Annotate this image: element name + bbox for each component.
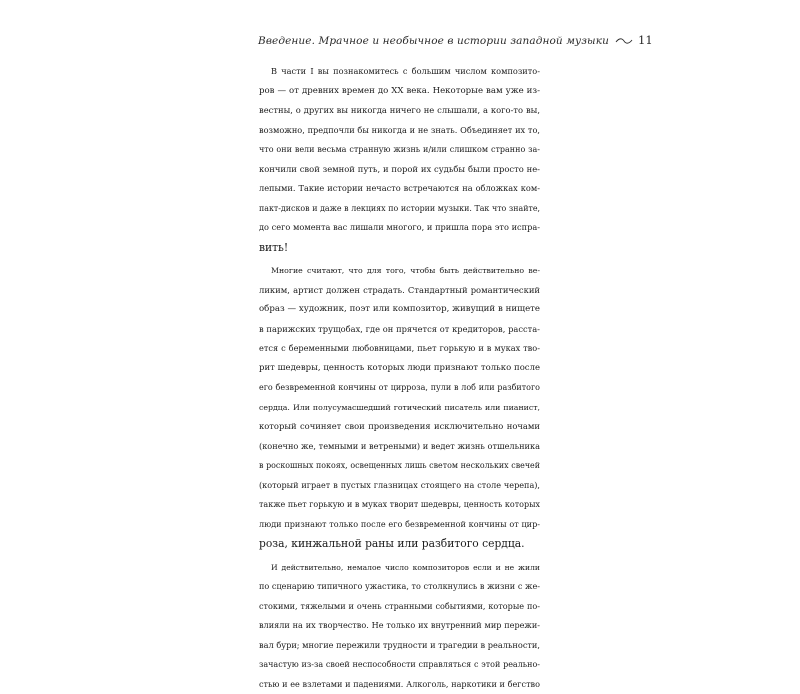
text-line: ется с беременными любовницами, пьет горькую и в муках тво-: [259, 339, 540, 359]
text-line: до сего момента вас лишали многого, и пришла пора это испра-: [259, 218, 540, 238]
text-line: люди признают только после его безвременной кончины от цир-: [259, 515, 540, 535]
text-line: ров — от древних времен до XX века. Некоторые вам уже из-: [259, 82, 540, 102]
text-line: (который играет в пустых глазницах стоящего на столе черепа),: [259, 476, 540, 496]
running-head-title: Введение. Мрачное и необычное в истории западной музыки: [258, 35, 609, 47]
text-line: по сценарию типичного ужастика, то столкнулись в жизни с же-: [259, 577, 540, 597]
text-line: В части I вы познакомитесь с большим числом композито-: [259, 62, 540, 82]
text-line: пакт-дисков и даже в лекциях по истории музыки. Так что знайте,: [259, 199, 540, 219]
page-number: 11: [638, 33, 653, 47]
text-line: сердца. Или полусумасшедший готический писатель или пианист,: [259, 398, 540, 418]
text-line: влияли на их творчество. Не только их внутренний мир пережи-: [259, 616, 540, 636]
text-line: в роскошных покоях, освещенных лишь светом нескольких свечей: [259, 456, 540, 476]
running-head: [258, 33, 540, 51]
text-line: вить!: [259, 238, 540, 258]
text-line: стокими, тяжелыми и очень странными событиями, которые по-: [259, 597, 540, 617]
text-line: зачастую из-за своей неспособности справляться с этой реально-: [259, 655, 540, 675]
text-line: его безвременной кончины от цирроза, пули в лоб или разбитого: [259, 378, 540, 398]
text-line: стью и ее взлетами и падениями. Алкоголь, наркотики и бегство: [259, 675, 540, 694]
swash-ornament-icon: [615, 37, 633, 45]
text-line: в парижских трущобах, где он прячется от кредиторов, расста-: [259, 320, 540, 340]
paragraph-1: [259, 62, 540, 257]
text-line: рит шедевры, ценность которых люди признают только после: [259, 359, 540, 379]
text-line: (конечно же, темными и ветреными) и ведет жизнь отшельника: [259, 437, 540, 457]
body-text: [259, 62, 540, 590]
text-line: лепыми. Такие истории нечасто встречаются на обложках ком-: [259, 179, 540, 199]
text-line: что они вели весьма странную жизнь и/или слишком странно за-: [259, 140, 540, 160]
text-line: И действительно, немалое число композиторов если и не жили: [259, 558, 540, 578]
text-line: кончили свой земной путь, и порой их судьбы были просто не-: [259, 160, 540, 180]
text-line: Многие считают, что для того, чтобы быть действительно ве-: [259, 261, 540, 281]
text-line: который сочиняет свои произведения исключительно ночами: [259, 417, 540, 437]
text-line: также пьет горькую и в муках творит шедевры, ценность которых: [259, 495, 540, 515]
text-line: образ — художник, поэт или композитор, живущий в нищете: [259, 300, 540, 320]
text-line: роза, кинжальной раны или разбитого сердца.: [259, 534, 540, 554]
text-line: ликим, артист должен страдать. Стандартный романтический: [259, 281, 540, 301]
paragraph-2: [259, 261, 540, 554]
text-line: возможно, предпочли бы никогда и не знать. Объединяет их то,: [259, 121, 540, 141]
text-line: вестны, о других вы никогда ничего не слышали, а кого-то вы,: [259, 101, 540, 121]
text-line: вал бури; многие пережили трудности и трагедии в реальности,: [259, 636, 540, 656]
paragraph-3: [259, 558, 540, 694]
